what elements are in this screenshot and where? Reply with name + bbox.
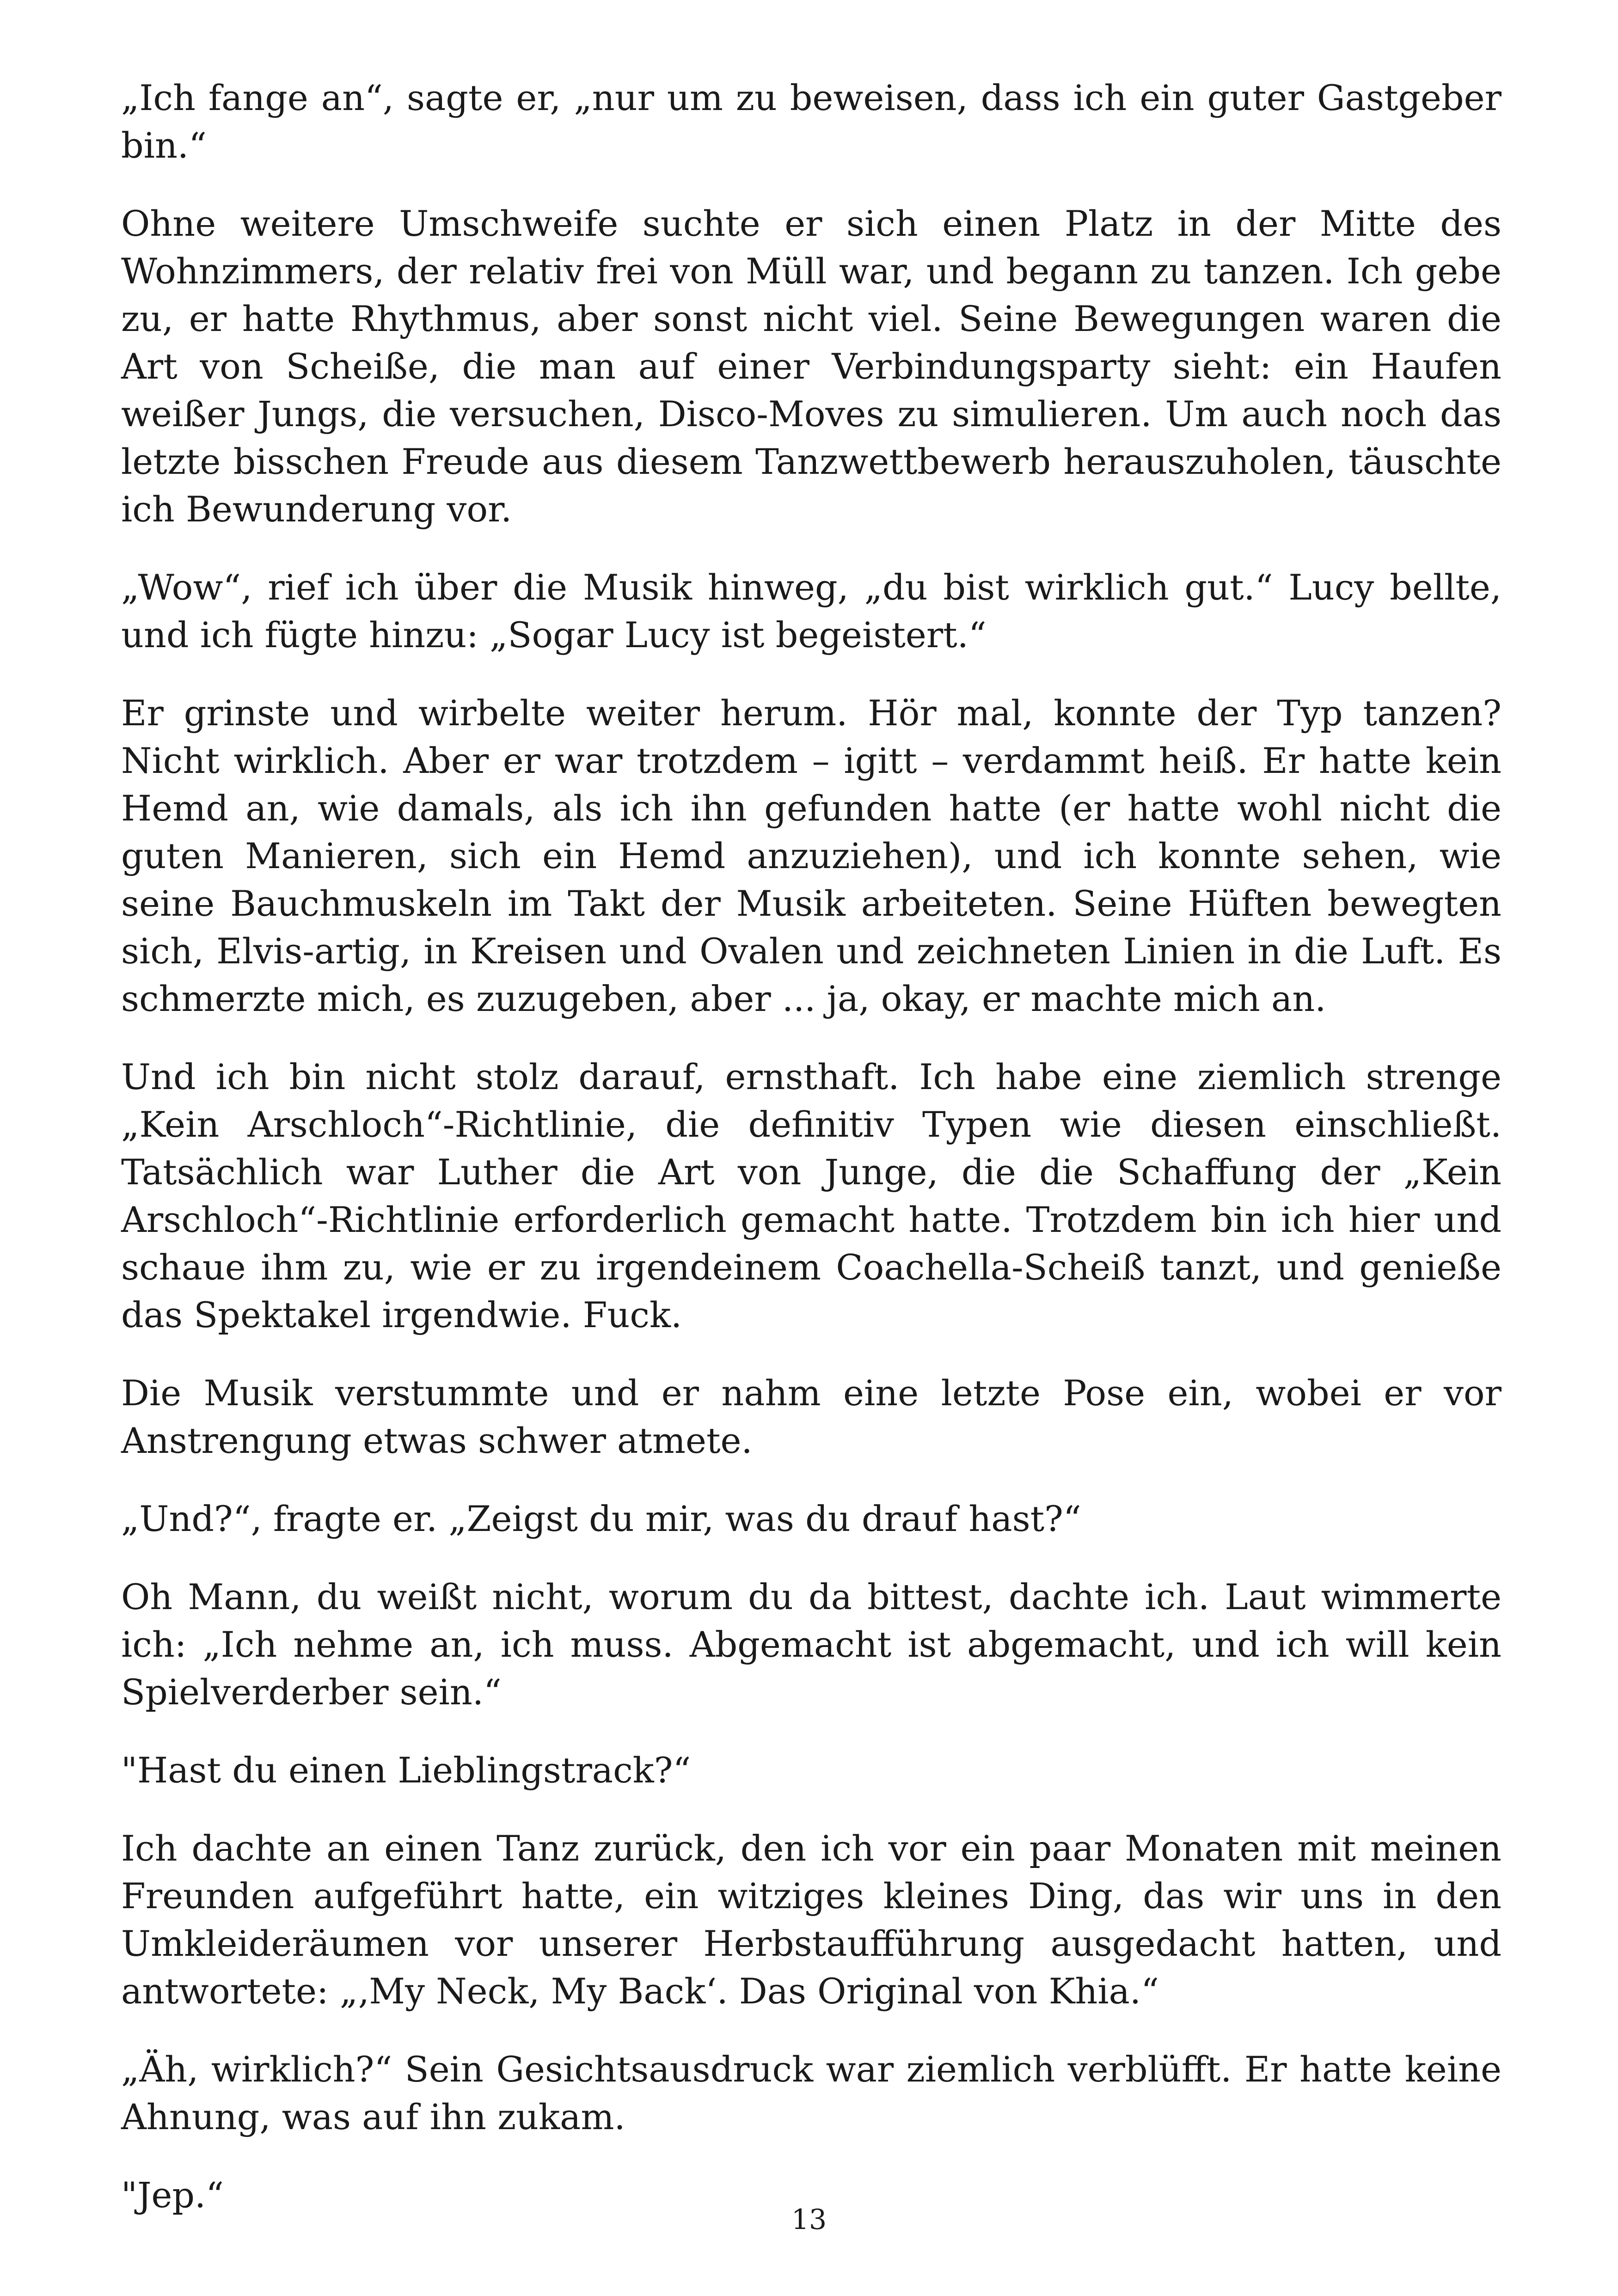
body-text xyxy=(121,74,1502,2249)
paragraph: „Ich fange an“, sagte er, „nur um zu beweisen, dass ich ein guter Gastgeber bin.“ xyxy=(121,77,1502,166)
paragraph: "Jep.“ xyxy=(121,2174,224,2216)
page-number: 13 xyxy=(791,2204,827,2236)
paragraph: Ich dachte an einen Tanz zurück, den ich vor ein paar Monaten mit meinen Freunden aufgeführt hatte, ein witziges kleines Ding, das wir uns in den Umkleideräumen vor unserer Herbstaufführung ausgedacht hatten, und antwortete: „‚My Neck, My Back‘. Das Original von Khia.“ xyxy=(121,1828,1502,2012)
paragraph: „Äh, wirklich?“ Sein Gesichtsausdruck war ziemlich verblüfft. Er hatte keine Ahnung, was auf ihn zukam. xyxy=(121,2049,1502,2137)
paragraph: Oh Mann, du weißt nicht, worum du da bittest, dachte ich. Laut wimmerte ich: „Ich nehme an, ich muss. Abgemacht ist abgemacht, und ich will kein Spielverderber sein.“ xyxy=(121,1576,1502,1713)
paragraph: „Und?“, fragte er. „Zeigst du mir, was du drauf hast?“ xyxy=(121,1498,1081,1539)
paragraph: Und ich bin nicht stolz darauf, ernsthaft. Ich habe eine ziemlich strenge „Kein Arschloch“-Richtlinie, die definitiv Typen wie diesen einschließt. Tatsächlich war Luther die Art von Junge, die die Schaffung der „Kein Arschloch“-Richtlinie erforderlich gemacht hatte. Trotzdem bin ich hier und schaue ihm zu, wie er zu irgendeinem Coachella-Scheiß tanzt, und genieße das Spektakel irgendwie. Fuck. xyxy=(121,1056,1502,1335)
paragraph: "Hast du einen Lieblingstrack?“ xyxy=(121,1750,691,1791)
paragraph: Er grinste und wirbelte weiter herum. Hör mal, konnte der Typ tanzen? Nicht wirklich. Aber er war trotzdem – igitt – verdammt heiß. Er hatte kein Hemd an, wie damals, als ich ihn gefunden hatte (er hatte wohl nicht die guten Manieren, sich ein Hemd anzuziehen), und ich konnte sehen, wie seine Bauchmuskeln im Takt der Musik arbeiteten. Seine Hüften bewegten sich, Elvis-artig, in Kreisen und Ovalen und zeichneten Linien in die Luft. Es schmerzte mich, es zuzugeben, aber ... ja, okay, er machte mich an. xyxy=(121,692,1502,1019)
paragraph: Ohne weitere Umschweife suchte er sich einen Platz in der Mitte des Wohnzimmers, der relativ frei von Müll war, und begann zu tanzen. Ich gebe zu, er hatte Rhythmus, aber sonst nicht viel. Seine Bewegungen waren die Art von Scheiße, die man auf einer Verbindungsparty sieht: ein Haufen weißer Jungs, die versuchen, Disco-Moves zu simulieren. Um auch noch das letzte bisschen Freude aus diesem Tanzwettbewerb herauszuholen, täuschte ich Bewunderung vor. xyxy=(121,203,1502,530)
paragraph: „Wow“, rief ich über die Musik hinweg, „du bist wirklich gut.“ Lucy bellte, und ich fügte hinzu: „Sogar Lucy ist begeistert.“ xyxy=(121,567,1502,655)
paragraph: Die Musik verstummte und er nahm eine letzte Pose ein, wobei er vor Anstrengung etwas schwer atmete. xyxy=(121,1372,1502,1461)
